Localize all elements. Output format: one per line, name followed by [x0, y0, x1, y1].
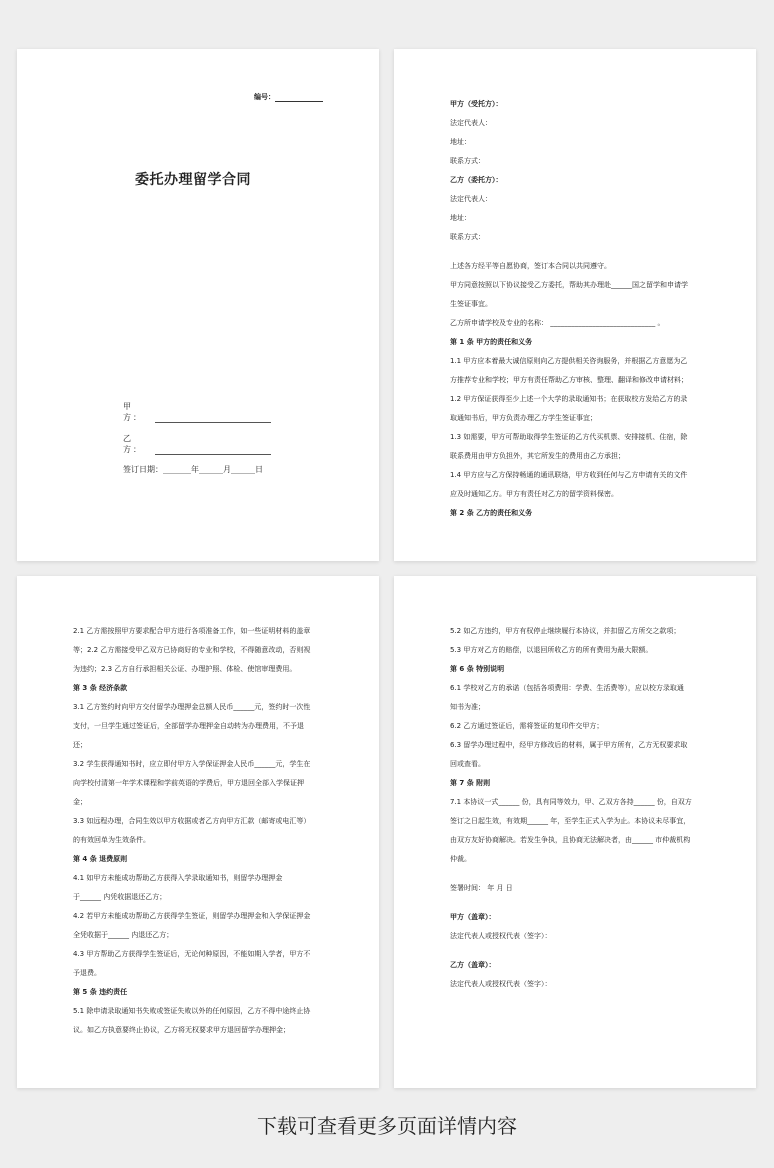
text-line: 仲裁。 — [450, 855, 471, 863]
text-line: 1.3 如需要，甲方可帮助取得学生签证的乙方代买机票、安排接机、住宿，除 — [450, 433, 688, 441]
party-a-label: 甲 方： — [123, 402, 143, 422]
spacer — [450, 247, 708, 257]
text-line: 回或查看。 — [450, 760, 485, 768]
party-b-blank — [155, 445, 271, 455]
contract-number-label: 编号： — [254, 93, 275, 101]
text-line: 7.1 本协议一式______ 份，具有同等效力，甲、乙双方各持______ 份，自双方 — [450, 798, 692, 806]
text-line: 联系费用由甲方负担外，其它所发生的费用由乙方承担； — [450, 452, 625, 460]
contract-number-field — [254, 92, 323, 102]
text-line: 金； — [73, 798, 87, 806]
section-heading: 甲方（受托方）： — [450, 100, 503, 108]
party-b-signature-line — [123, 433, 271, 455]
text-line: 的有效回单为生效条件。 — [73, 836, 150, 844]
text-line: 法定代表人： — [450, 119, 492, 127]
section-heading: 第 4 条 退费原则 — [73, 855, 128, 863]
text-line: 生签证事宜。 — [450, 300, 492, 308]
text-line: 应及时通知乙方。甲方有责任对乙方的留学资料保密。 — [450, 490, 618, 498]
text-line: 于______ 内凭收据退还乙方； — [73, 893, 167, 901]
text-line: 议。如乙方执意要终止协议，乙方将无权要求甲方退回留学办理押金； — [73, 1026, 290, 1034]
section-heading: 第 3 条 经济条款 — [73, 684, 128, 692]
section-heading: 第 7 条 附则 — [450, 779, 491, 787]
text-line: 5.1 除申请录取通知书失败或签证失败以外的任何原因，乙方不得中途终止协 — [73, 1007, 311, 1015]
section-heading: 甲方（盖章）： — [450, 913, 496, 921]
party-b-label: 乙 方： — [123, 434, 143, 454]
document-title: 委托办理留学合同 — [135, 172, 251, 188]
text-line: 为违约；2.3 乙方自行承担相关公证、办理护照、体检、使馆审理费用。 — [73, 665, 297, 673]
text-line: 地址： — [450, 138, 471, 146]
text-line: 4.1 如甲方未能成功帮助乙方获得入学录取通知书，则留学办理押金 — [73, 874, 283, 882]
text-line: 予退费。 — [73, 969, 101, 977]
text-line: 1.4 甲方应与乙方保持畅通的通讯联络，甲方收到任何与乙方申请有关的文件 — [450, 471, 688, 479]
text-line: 等；2.2 乙方需接受甲乙双方已协商好的专业和学校，不得随意改动，否则视 — [73, 646, 311, 654]
download-more-caption: 下载可查看更多页面详情内容 — [257, 1114, 517, 1138]
contract-number-blank — [275, 93, 323, 102]
text-line: 5.2 如乙方违约，甲方有权停止继续履行本协议，并扣留乙方所交之款项； — [450, 627, 681, 635]
signing-date: 签订日期：_______年______月______日 — [123, 465, 263, 474]
text-line: 签订之日起生效，有效期______ 年，至学生正式入学为止。本协议未尽事宜， — [450, 817, 691, 825]
text-line: 法定代表人或授权代表（签字）： — [450, 980, 552, 988]
page-4-text — [450, 622, 708, 994]
text-line: 4.2 若甲方未能成功帮助乙方获得学生签证，则留学办理押金和入学保证押金 — [73, 912, 311, 920]
section-heading: 第 5 条 违约责任 — [73, 988, 128, 996]
section-heading: 乙方（盖章）： — [450, 961, 496, 969]
text-line: 乙方所申请学校及专业的名称： ______________________________ 。 — [450, 319, 665, 327]
spacer — [450, 898, 708, 908]
text-line: 2.1 乙方需按照甲方要求配合甲方进行各项准备工作，如一些证明材料的盖章 — [73, 627, 311, 635]
document-page-3 — [17, 576, 379, 1088]
text-line: 上述各方经平等自愿协商，签订本合同以共同遵守。 — [450, 262, 611, 270]
section-heading: 第 6 条 特别说明 — [450, 665, 505, 673]
text-line: 5.3 甲方对乙方的赔偿，以退回所收乙方的所有费用为最大限额。 — [450, 646, 653, 654]
text-line: 全凭收据于______ 内退还乙方； — [73, 931, 174, 939]
text-line: 签署时间： 年 月 日 — [450, 884, 513, 892]
text-line: 取通知书后，甲方负责办理乙方学生签证事宜； — [450, 414, 597, 422]
text-line: 知书为准； — [450, 703, 485, 711]
text-line: 联系方式： — [450, 233, 485, 241]
text-line: 6.2 乙方通过签证后，需将签证的复印件交甲方； — [450, 722, 604, 730]
party-a-signature-line — [123, 401, 271, 423]
spacer — [450, 869, 708, 879]
text-line: 法定代表人： — [450, 195, 492, 203]
text-line: 3.1 乙方签约时向甲方交付留学办理押金总额人民币______元，签约时一次性 — [73, 703, 311, 711]
document-page-cover — [17, 49, 379, 561]
document-page-4 — [394, 576, 756, 1088]
text-line: 方推荐专业和学校；甲方有责任帮助乙方审核、整理、翻译和修改申请材料； — [450, 376, 688, 384]
section-heading: 乙方（委托方）： — [450, 176, 503, 184]
text-line: 支付，一旦学生通过签证后，全部留学办理押金自动转为办理费用，不予退 — [73, 722, 304, 730]
text-line: 4.3 甲方帮助乙方获得学生签证后，无论何种原因，不能如期入学者，甲方不 — [73, 950, 311, 958]
text-line: 甲方同意按照以下协议接受乙方委托，帮助其办理赴______国之留学和申请学 — [450, 281, 688, 289]
text-line: 3.2 学生获得通知书时，应立即付甲方入学保证押金人民币______元，学生在 — [73, 760, 311, 768]
text-line: 1.1 甲方应本着最大诚信原则向乙方提供相关咨询服务，并根据乙方意愿为乙 — [450, 357, 688, 365]
text-line: 由双方友好协商解决。若发生争执，且协商无法解决者，由______ 市仲裁机构 — [450, 836, 691, 844]
text-line: 1.2 甲方保证获得至少上述一个大学的录取通知书；在获取校方发给乙方的录 — [450, 395, 688, 403]
text-line: 3.3 如远程办理，合同生效以甲方收据或者乙方向甲方汇款（邮寄或电汇等） — [73, 817, 311, 825]
section-heading: 第 2 条 乙方的责任和义务 — [450, 509, 533, 517]
text-line: 法定代表人或授权代表（签字）： — [450, 932, 552, 940]
text-line: 向学校付清第一年学术课程和学前英语的学费后，甲方退回全部入学保证押 — [73, 779, 304, 787]
page-2-text — [450, 95, 708, 523]
page-3-text — [73, 622, 331, 1040]
document-page-2 — [394, 49, 756, 561]
text-line: 6.1 学校对乙方的承诺（包括各项费用：学费、生活费等），应以校方录取通 — [450, 684, 684, 692]
section-heading: 第 1 条 甲方的责任和义务 — [450, 338, 533, 346]
text-line: 还； — [73, 741, 87, 749]
text-line: 6.3 留学办理过程中，经甲方修改后的材料，属于甲方所有，乙方无权要求取 — [450, 741, 688, 749]
text-line: 联系方式： — [450, 157, 485, 165]
party-a-blank — [155, 413, 271, 423]
spacer — [450, 946, 708, 956]
text-line: 地址： — [450, 214, 471, 222]
